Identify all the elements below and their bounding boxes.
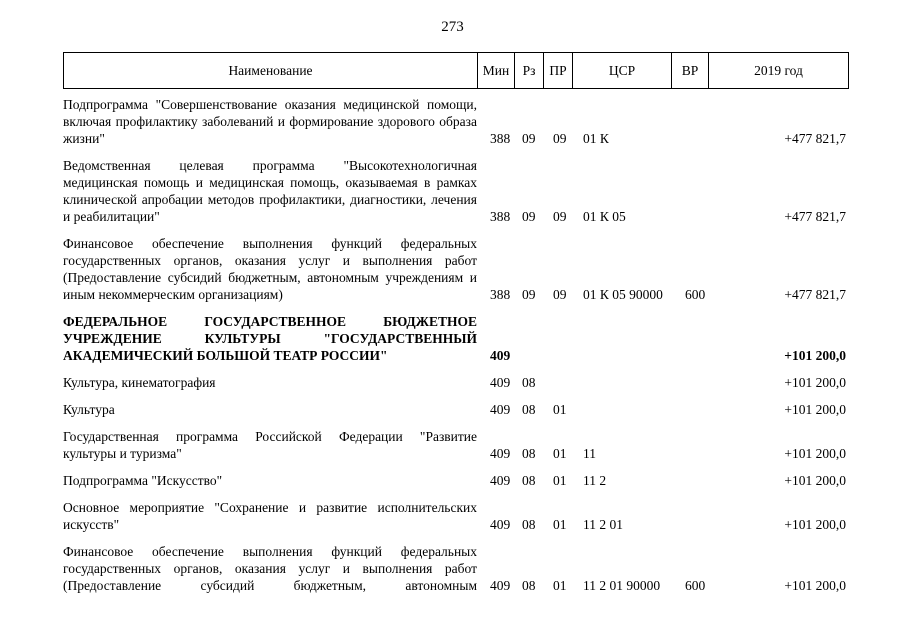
cell-csr: 01 К 05 90000	[583, 287, 663, 302]
table-body	[63, 96, 853, 604]
cell-rz: 08	[522, 375, 536, 390]
cell-sum: +101 200,0	[784, 402, 846, 417]
table-row	[63, 235, 853, 303]
table-row	[63, 157, 853, 225]
cell-rz: 08	[522, 473, 536, 488]
cell-min: 409	[490, 517, 511, 532]
cell-name: ФЕДЕРАЛЬНОЕ ГОСУДАРСТВЕННОЕ БЮДЖЕТНОЕ УЧРЕЖДЕНИЕ КУЛЬТУРЫ "ГОСУДАРСТВЕННЫЙ АКАДЕМИЧЕСКИЙ БОЛЬШОЙ ТЕАТР РОССИИ"	[63, 314, 477, 363]
cell-name: Ведомственная целевая программа "Высокотехнологичная медицинская помощь и медицинская помощь, оказываемая в рамках клинической апробации методов профилактики, диагностики, лечения и реабилитации"	[63, 158, 477, 224]
cell-rz: 08	[522, 578, 536, 593]
cell-sum: +477 821,7	[784, 209, 846, 224]
page-number: 273	[441, 19, 464, 35]
cell-rz: 08	[522, 446, 536, 461]
cell-vr: 600	[685, 287, 706, 302]
cell-pr: 01	[553, 473, 567, 488]
table-row	[63, 428, 853, 462]
cell-min: 388	[490, 209, 511, 224]
cell-csr: 11 2 01 90000	[583, 578, 661, 593]
cell-sum: +101 200,0	[784, 446, 846, 461]
cell-sum: +101 200,0	[784, 348, 846, 363]
cell-csr: 01 К 05	[583, 209, 626, 224]
table-row	[63, 374, 853, 391]
cell-rz: 08	[522, 402, 536, 417]
cell-min: 409	[490, 402, 511, 417]
cell-name: Государственная программа Российской Федерации "Развитие культуры и туризма"	[63, 429, 477, 461]
cell-min: 409	[490, 473, 511, 488]
header-rz: Рз	[515, 53, 544, 89]
header-year: 2019 год	[709, 53, 849, 89]
header-min: Мин	[478, 53, 515, 89]
table-row	[63, 313, 853, 364]
table-row	[63, 472, 853, 489]
cell-vr: 600	[685, 578, 706, 593]
header-pr: ПР	[544, 53, 573, 89]
cell-pr: 09	[553, 209, 567, 224]
cell-name: Финансовое обеспечение выполнения функций федеральных государственных органов, оказания услуг и выполнения работ (Предоставление субсидий бюджетным, автономным учреждениям и иным некоммерческим организациям)	[63, 236, 477, 302]
header-csr: ЦСР	[573, 53, 672, 89]
header-vr: ВР	[672, 53, 709, 89]
cell-min: 409	[490, 375, 511, 390]
cell-name: Культура, кинематография	[63, 375, 216, 390]
cell-pr: 01	[553, 402, 567, 417]
cell-pr: 01	[553, 517, 567, 532]
cell-sum: +101 200,0	[784, 517, 846, 532]
cell-csr: 11 2 01	[583, 517, 623, 532]
cell-rz: 08	[522, 517, 536, 532]
cell-name: Культура	[63, 402, 115, 417]
cell-csr: 11 2	[583, 473, 607, 488]
cell-csr: 11	[583, 446, 596, 461]
cell-min: 409	[490, 578, 511, 593]
cell-min: 409	[490, 348, 511, 363]
cell-min: 388	[490, 287, 511, 302]
cell-sum: +477 821,7	[784, 131, 846, 146]
cell-pr: 01	[553, 446, 567, 461]
cell-min: 409	[490, 446, 511, 461]
cell-pr: 01	[553, 578, 567, 593]
cell-name: Подпрограмма "Искусство"	[63, 473, 223, 488]
cell-sum: +101 200,0	[784, 578, 846, 593]
cell-pr: 09	[553, 287, 567, 302]
table-row	[63, 499, 853, 533]
cell-name: Подпрограмма "Совершенствование оказания медицинской помощи, включая профилактику заболеваний и формирование здорового образа жизни"	[63, 97, 477, 146]
table-row	[63, 96, 853, 147]
cell-sum: +477 821,7	[784, 287, 846, 302]
table-row	[63, 401, 853, 418]
cell-sum: +101 200,0	[784, 375, 846, 390]
header-name: Наименование	[64, 53, 478, 89]
table-row	[63, 543, 853, 594]
cell-rz: 09	[522, 131, 536, 146]
cell-name: Основное мероприятие "Сохранение и развитие исполнительских искусств"	[63, 500, 477, 532]
cell-rz: 09	[522, 209, 536, 224]
cell-rz: 09	[522, 287, 536, 302]
cell-min: 388	[490, 131, 511, 146]
cell-csr: 01 К	[583, 131, 609, 146]
cell-name: Финансовое обеспечение выполнения функций федеральных государственных органов, оказания услуг и выполнения работ (Предоставление субсидий бюджетным, автономным	[63, 544, 477, 593]
cell-pr: 09	[553, 131, 567, 146]
table-header	[63, 52, 849, 89]
cell-sum: +101 200,0	[784, 473, 846, 488]
